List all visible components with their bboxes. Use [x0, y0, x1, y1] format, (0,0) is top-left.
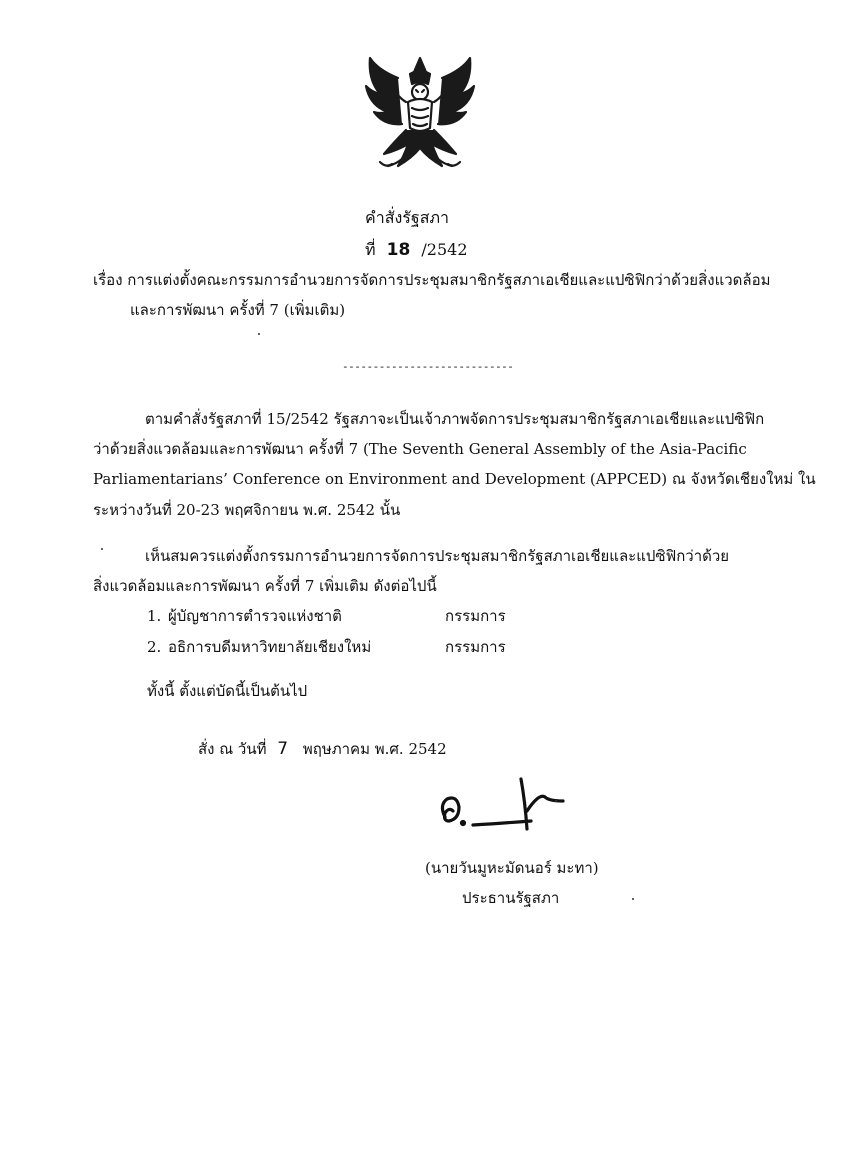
garuda-emblem-icon: [358, 50, 482, 178]
paragraph1-line4: ระหว่างวันที่ 20-23 พฤศจิกายน พ.ศ. 2542 นั้น: [93, 501, 401, 519]
order-prefix: ที่: [365, 240, 376, 259]
order-number: 18: [386, 240, 411, 260]
order-year: /2542: [421, 240, 468, 259]
paragraph2-line2: สิ่งแวดล้อมและการพัฒนา ครั้งที่ 7 เพิ่มเติม ดังต่อไปนี้: [93, 577, 437, 595]
appointee-title: อธิการบดีมหาวิทยาลัยเชียงใหม่: [168, 638, 372, 656]
scan-speck: [555, 800, 557, 802]
appointee-role: กรรมการ: [445, 607, 506, 625]
divider: ----------------------------: [342, 360, 514, 373]
appointee-role: กรรมการ: [445, 638, 506, 656]
appointee-number: 1.: [147, 607, 162, 625]
scan-speck: [101, 548, 103, 550]
subject-line-2: และการพัฒนา ครั้งที่ 7 (เพิ่มเติม): [130, 301, 346, 319]
order-date-day: 7: [277, 739, 289, 759]
order-date-rest: พฤษภาคม พ.ศ. 2542: [302, 740, 447, 758]
paragraph1-line2: ว่าด้วยสิ่งแวดล้อมและการพัฒนา ครั้งที่ 7 (The Seventh General Assembly of the Asia-Pacific: [93, 440, 747, 458]
appointee-title: ผู้บัญชาการตำรวจแห่งชาติ: [168, 607, 342, 625]
document-title: คำสั่งรัฐสภา: [365, 208, 449, 227]
signer-title: ประธานรัฐสภา: [462, 889, 560, 907]
paragraph1-line3: Parliamentarians’ Conference on Environment and Development (APPCED) ณ จังหวัดเชียงใหม่ ใน: [93, 470, 816, 488]
scan-speck: [632, 898, 634, 900]
signature-icon: [435, 775, 570, 835]
effective-statement: ทั้งนี้ ตั้งแต่บัดนี้เป็นต้นไป: [147, 682, 308, 700]
signer-name: (นายวันมูหะมัดนอร์ มะทา): [425, 859, 599, 877]
subject-line-1: เรื่อง การแต่งตั้งคณะกรรมการอำนวยการจัดการประชุมสมาชิกรัฐสภาเอเชียและแปซิฟิกว่าด้วยสิ่งแวดล้อม: [93, 271, 771, 289]
scan-speck: [258, 333, 260, 335]
paragraph1-line1: ตามคำสั่งรัฐสภาที่ 15/2542 รัฐสภาจะเป็นเจ้าภาพจัดการประชุมสมาชิกรัฐสภาเอเชียและแปซิฟิก: [145, 410, 765, 428]
order-number-line: [365, 238, 468, 263]
order-date-prefix: สั่ง ณ วันที่: [198, 740, 267, 758]
appointee-number: 2.: [147, 638, 162, 656]
paragraph2-line1: เห็นสมควรแต่งตั้งกรรมการอำนวยการจัดการประชุมสมาชิกรัฐสภาเอเชียและแปซิฟิกว่าด้วย: [145, 547, 730, 565]
order-date-line: [198, 739, 447, 759]
